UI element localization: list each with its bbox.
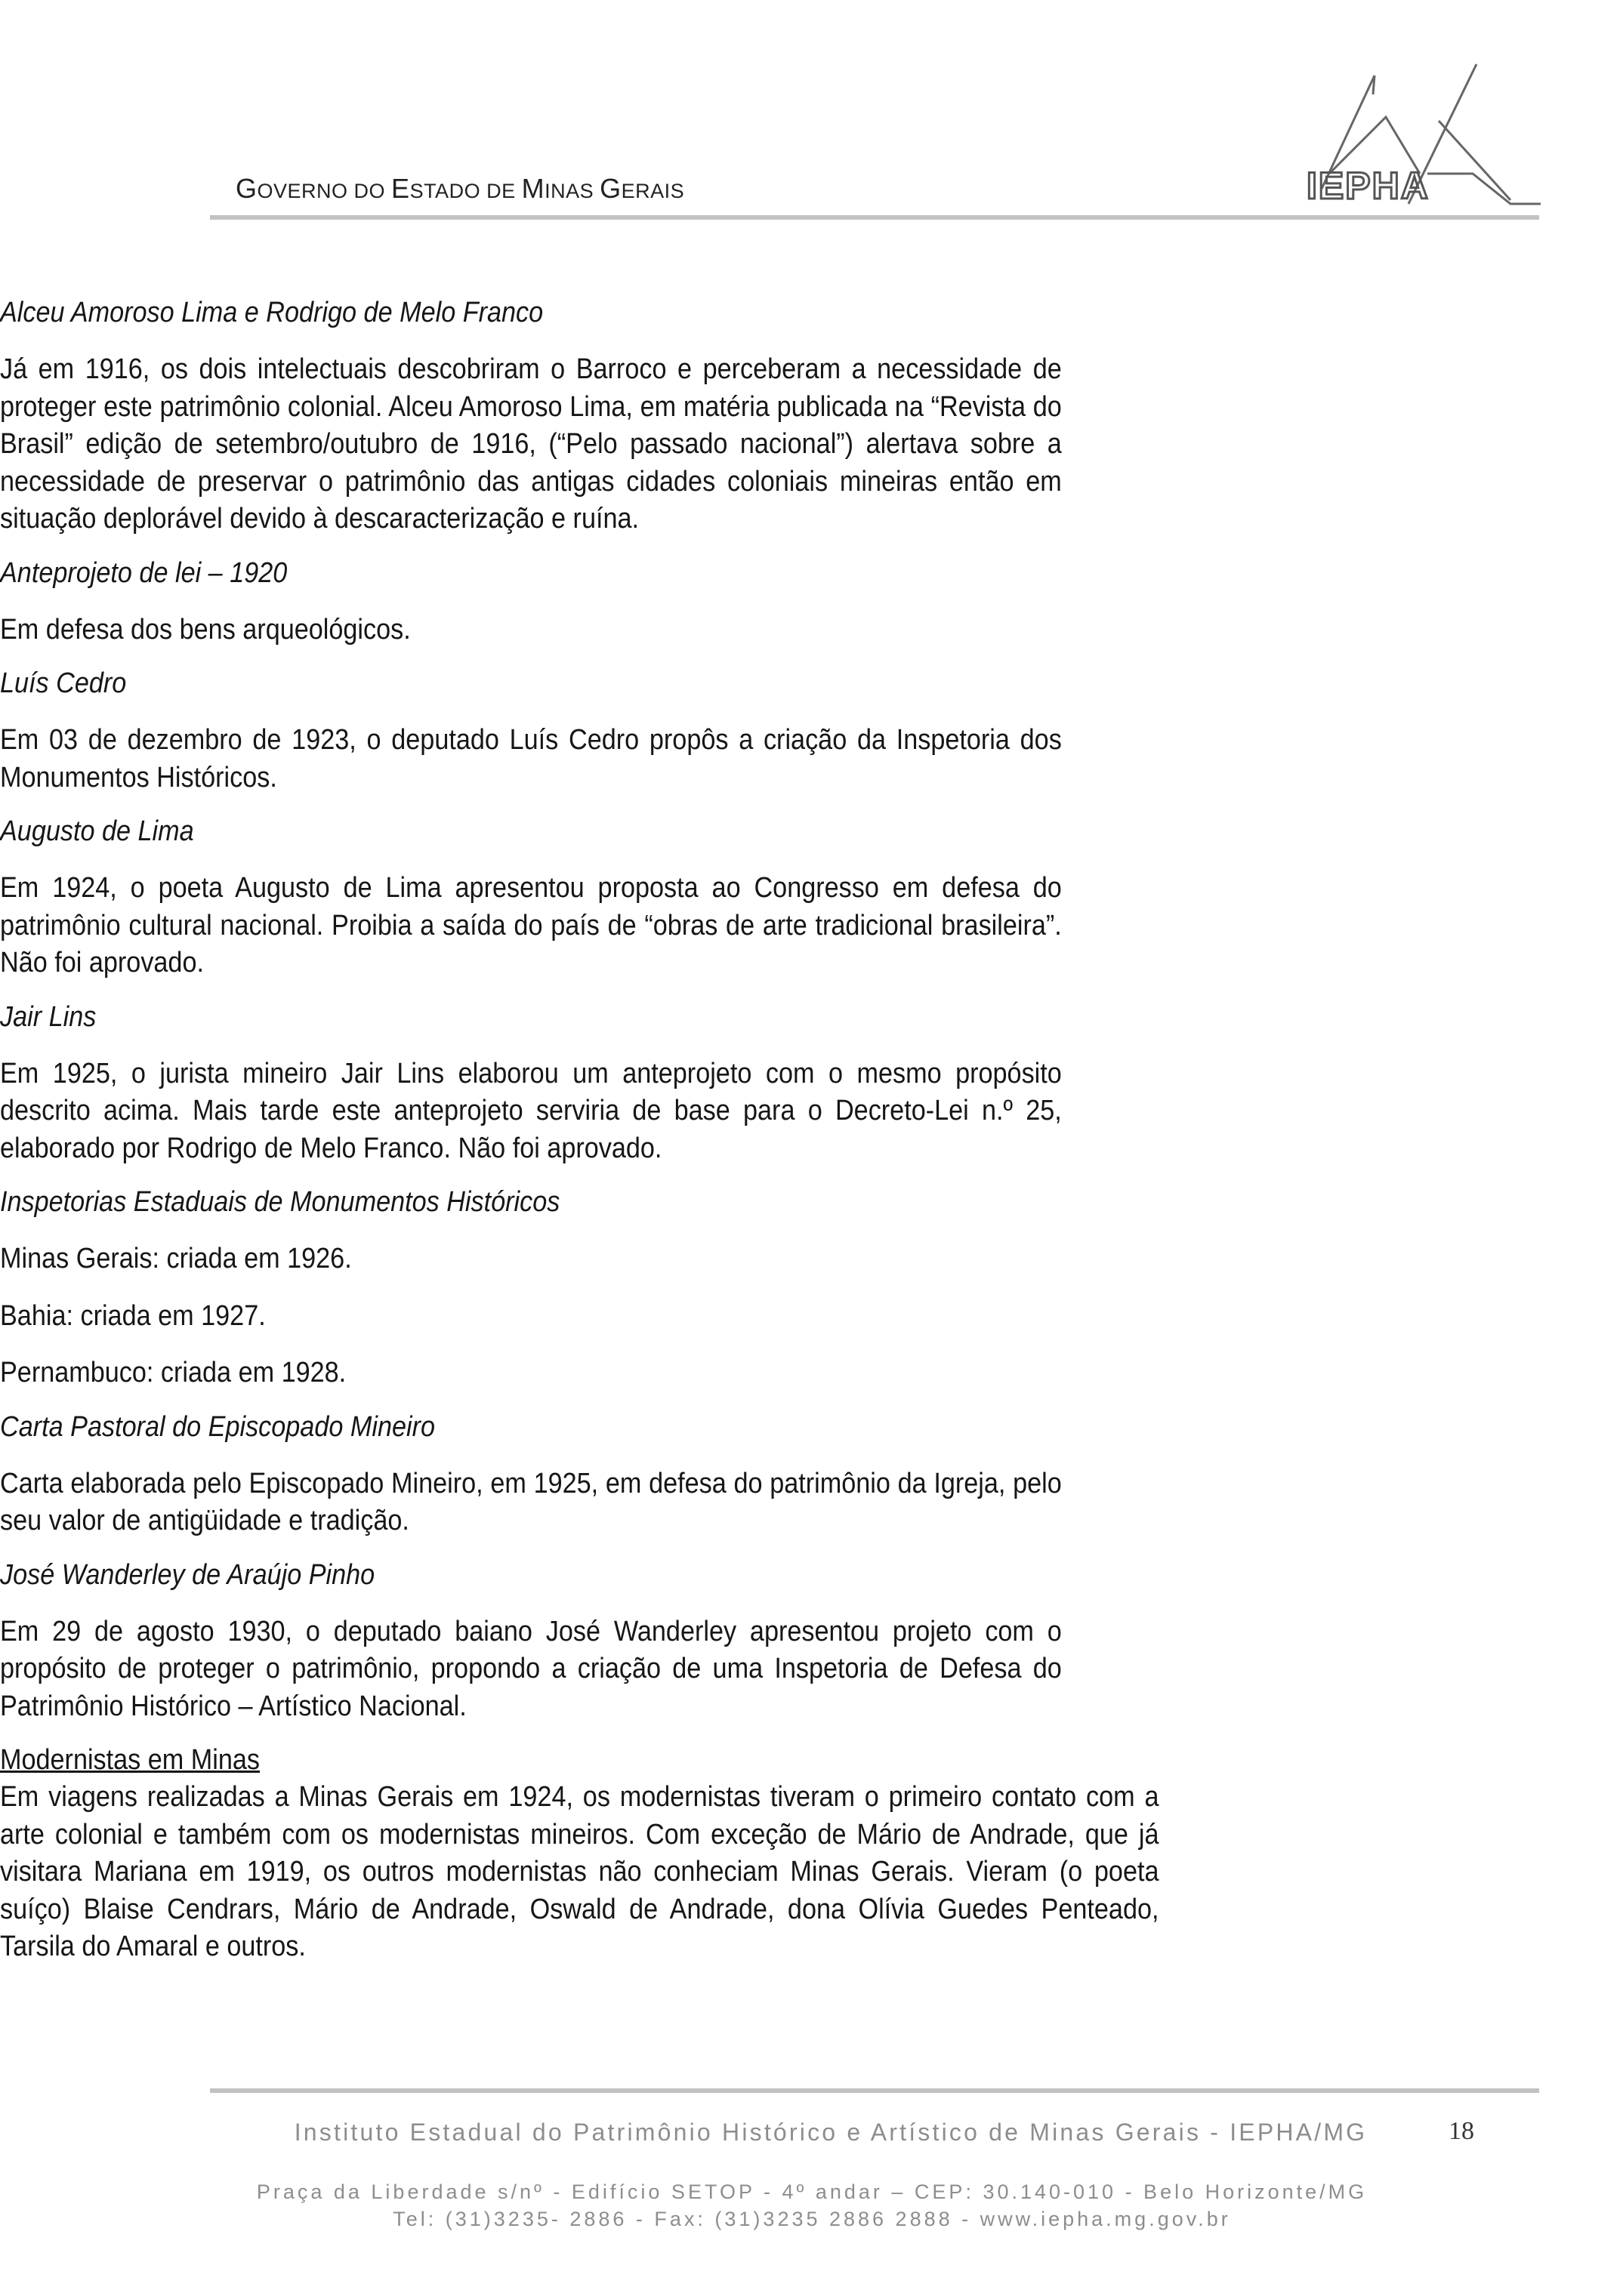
entry-paragraph: Já em 1916, os dois intelectuais descobriram o Barroco e perceberam a necessidade de proteger este patrimônio colonial. Alceu Amoroso Lima, em matéria publicada na “Revista do Brasil” edição de setembro/outubro de 1916, (“Pelo passado nacional”) alertava sobre a necessidade de preservar o patrimônio das antigas cidades coloniais mineiras então em situação deplorável devido à descaracterização e ruína. bbox=[0, 353, 1062, 535]
document-body bbox=[0, 294, 1623, 1966]
entry bbox=[0, 294, 1623, 538]
header-title-part: E bbox=[391, 173, 410, 204]
page-footer bbox=[0, 2084, 1623, 2296]
header-title-part: STADO DE bbox=[409, 180, 522, 202]
header-title-part: G bbox=[600, 173, 622, 204]
page-number: 18 bbox=[1449, 2117, 1474, 2145]
header-title bbox=[236, 173, 684, 205]
entry bbox=[0, 1184, 1623, 1392]
header-title-part: M bbox=[521, 173, 545, 204]
entry-heading: Alceu Amoroso Lima e Rodrigo de Melo Franco bbox=[0, 297, 544, 328]
footer-address: Praça da Liberdade s/nº - Edifício SETOP - 4º andar – CEP: 30.140-010 - Belo Horizonte/MG bbox=[256, 2180, 1368, 2203]
entry-paragraph: Carta elaborada pelo Episcopado Mineiro, em 1925, em defesa do patrimônio da Igreja, pelo seu valor de antigüidade e tradição. bbox=[0, 1467, 1062, 1536]
entry bbox=[0, 665, 1623, 797]
entry-heading: Anteprojeto de lei – 1920 bbox=[0, 556, 288, 589]
entry bbox=[0, 999, 1623, 1168]
entry-heading: José Wanderley de Araújo Pinho bbox=[0, 1558, 375, 1591]
entry-heading: Carta Pastoral do Episcopado Mineiro bbox=[0, 1410, 436, 1443]
entry bbox=[0, 813, 1623, 982]
entry bbox=[0, 1409, 1623, 1540]
entry-paragraph: Em 1924, o poeta Augusto de Lima apresentou proposta ao Congresso em defesa do patrimônio cultural nacional. Proibia a saída do país de “obras de arte tradicional brasileira”. Não foi aprovado. bbox=[0, 872, 1062, 978]
entry-paragraph: Bahia: criada em 1927. bbox=[0, 1299, 266, 1332]
page-header bbox=[0, 0, 1623, 227]
section-paragraph: Em viagens realizadas a Minas Gerais em 1924, os modernistas tiveram o primeiro contato com a arte colonial e também com os modernistas mineiros. Com exceção de Mário de Andrade, que já visitara Mariana em 1919, os outros modernistas não conheciam Minas Gerais. Vieram (o poeta suíço) Blaise Cendrars, Mário de Andrade, Oswald de Andrade, dona Olívia Guedes Penteado, Tarsila do Amaral e outros. bbox=[0, 1781, 1159, 1962]
header-divider bbox=[210, 215, 1539, 220]
entry-paragraph: Em 03 de dezembro de 1923, o deputado Luís Cedro propôs a criação da Inspetoria dos Monumentos Históricos. bbox=[0, 724, 1062, 794]
entry-heading: Luís Cedro bbox=[0, 667, 127, 699]
header-title-part: G bbox=[236, 173, 258, 204]
footer-institution: Instituto Estadual do Patrimônio Histórico e Artístico de Minas Gerais - IEPHA/MG bbox=[294, 2119, 1368, 2146]
entry-heading: Augusto de Lima bbox=[0, 815, 194, 847]
logo-text: IEPHA bbox=[1307, 165, 1430, 207]
entry-paragraph: Pernambuco: criada em 1928. bbox=[0, 1357, 347, 1388]
entry-paragraph: Em 1925, o jurista mineiro Jair Lins elaborou um anteprojeto com o mesmo propósito descrito acima. Mais tarde este anteprojeto serviria de base para o Decreto-Lei n.º 25, elaborado por Rodrigo de Melo Franco. Não foi aprovado. bbox=[0, 1057, 1062, 1164]
entry-heading: Jair Lins bbox=[0, 1000, 97, 1033]
section-heading: Modernistas em Minas bbox=[0, 1744, 261, 1776]
iepha-logo bbox=[1284, 60, 1541, 211]
entry bbox=[0, 1557, 1623, 1726]
entry-paragraph: Em defesa dos bens arqueológicos. bbox=[0, 613, 411, 646]
entry-heading: Inspetorias Estaduais de Monumentos Históricos bbox=[0, 1186, 560, 1218]
entry bbox=[0, 555, 1623, 649]
header-title-part: INAS bbox=[545, 180, 600, 202]
entry-paragraph: Minas Gerais: criada em 1926. bbox=[0, 1243, 352, 1274]
entry-paragraph: Em 29 de agosto 1930, o deputado baiano José Wanderley apresentou projeto com o propósito de proteger o patrimônio, propondo a criação de uma Inspetoria de Defesa do Patrimônio Histórico – Artístico Nacional. bbox=[0, 1615, 1062, 1722]
footer-contact: Tel: (31)3235- 2886 - Fax: (31)3235 2886 2888 - www.iepha.mg.gov.br bbox=[393, 2208, 1231, 2230]
header-title-part: OVERNO DO bbox=[257, 180, 392, 202]
header-title-part: ERAIS bbox=[621, 180, 685, 202]
footer-divider bbox=[210, 2088, 1539, 2093]
